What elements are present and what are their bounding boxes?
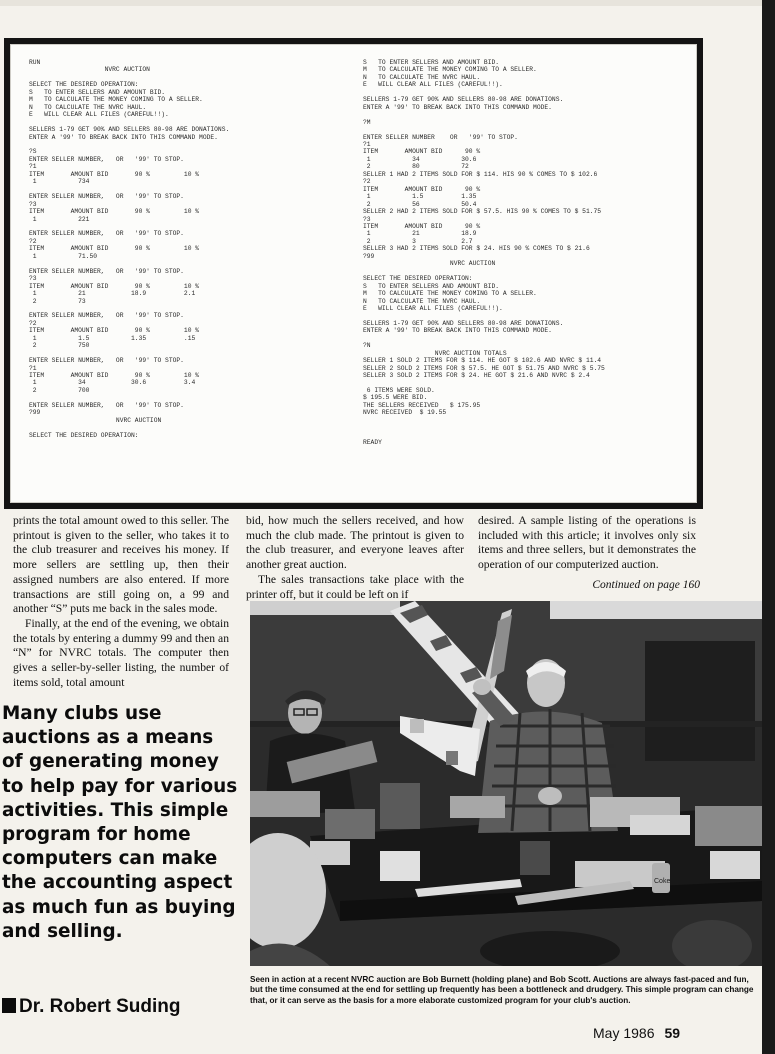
article-column-1 [13,514,229,690]
author-name: Dr. Robert Suding [19,996,181,1017]
article-paragraph: desired. A sample listing of the operations is included with this article; it involves only six items and three sellers, but it demonstrates the operation of our computerized auction. [478,514,696,572]
auction-photo [250,601,762,966]
byline-square-icon [2,998,16,1013]
listing-left-column: RUN NVRC AUCTION SELECT THE DESIRED OPERATION: S TO ENTER SELLERS AND AMOUNT BID. M TO CALCULATE THE MONEY COMING TO A SELLER. N TO CALCULATE THE NVRC HAUL. E WILL CLEAR ALL FILES (CAREFUL!!). SELLERS 1-79 GET 90% AND SELLERS 80-98 ARE DONATIONS. ENTER A '99' TO BREAK BACK INTO THIS COMMAND MODE. ?S ENTER SELLER NUMBER, OR '99' TO STOP. ?1 ITEM AMOUNT BID 90 % 10 % 1 734 ENTER SELLER NUMBER, OR '99' TO STOP. ?3 ITEM AMOUNT BID 90 % 10 % 1 221 ENTER SELLER NUMBER, OR '99' TO STOP. ?2 ITEM AMOUNT BID 90 % 10 % 1 71.50 ENTER SELLER NUMBER, OR '99' TO STOP. ?3 ITEM AMOUNT BID 90 % 10 % 1 21 18.9 2.1 2 73 ENTER SELLER NUMBER, OR '99' TO STOP. ?2 ITEM AMOUNT BID 90 % 10 % 1 1.5 1.35 .15 2 750 ENTER SELLER NUMBER, OR '99' TO STOP. ?1 ITEM AMOUNT BID 90 % 10 % 1 34 30.6 3.4 2 700 ENTER SELLER NUMBER, OR '99' TO STOP. ?99 NVRC AUCTION SELECT THE DESIRED OPERATION: [29,59,230,439]
coke-can-label: Coke [654,878,671,885]
auction-photo-illustration [250,601,762,966]
page-number: 59 [664,1025,681,1041]
continued-on-page-note: Continued on page 160 [592,579,700,591]
program-listing-printout [10,44,697,503]
page-folio [593,1025,680,1041]
pull-quote: Many clubs use auctions as a means of generating money to help pay for various activities. This simple program for home computers can make the accounting aspect as much fun as buying and selling. [2,703,238,942]
page-top-edge [0,0,762,6]
photo-caption: Seen in action at a recent NVRC auction are Bob Burnett (holding plane) and Bob Scott. Auctions are always fast-paced and fun, but the time consumed at the end for settling up frequently has been a bottleneck and drudgery. This simple program can change that, or it can serve as the basis for a more elaborate customized program for your club's auction. [250,975,754,1005]
article-paragraph: bid, how much the sellers received, and how much the club made. The printout is given to the club treasurer, and everyone leaves after another great auction. [246,514,464,572]
listing-right-column: S TO ENTER SELLERS AND AMOUNT BID. M TO CALCULATE THE MONEY COMING TO A SELLER. N TO CALCULATE THE NVRC HAUL. E WILL CLEAR ALL FILES (CAREFUL!!). SELLERS 1-79 GET 90% AND SELLERS 80-98 ARE DONATIONS. ENTER A '99' TO BREAK BACK INTO THIS COMMAND MODE. ?M ENTER SELLER NUMBER OR '99' TO STOP. ?1 ITEM AMOUNT BID 90 % 1 34 30.6 2 80 72 SELLER 1 HAD 2 ITEMS SOLD FOR $ 114. HIS 90 % COMES TO $ 102.6 ?2 ITEM AMOUNT BID 90 % 1 1.5 1.35 2 56 50.4 SELLER 2 HAD 2 ITEMS SOLD FOR $ 57.5. HIS 90 % COMES TO $ 51.75 ?3 ITEM AMOUNT BID 90 % 1 21 18.9 2 3 2.7 SELLER 3 HAD 2 ITEMS SOLD FOR $ 24. HIS 90 % COMES TO $ 21.6 ?99 NVRC AUCTION SELECT THE DESIRED OPERATION: S TO ENTER SELLERS AND AMOUNT BID. M TO CALCULATE THE MONEY COMING TO A SELLER. N TO CALCULATE THE NVRC HAUL. E WILL CLEAR ALL FILES (CAREFUL!!). SELLERS 1-79 GET 90% AND SELLERS 80-98 ARE DONATIONS. ENTER A '99' TO BREAK BACK INTO THIS COMMAND MODE. ?N NVRC AUCTION TOTALS SELLER 1 SOLD 2 ITEMS FOR $ 114. HE GOT $ 102.6 AND NVRC $ 11.4 SELLER 2 SOLD 2 ITEMS FOR $ 57.5. HE GOT $ 51.75 AND NVRC $ 5.75 SELLER 3 SOLD 2 ITEMS FOR $ 24. HE GOT $ 21.6 AND NVRC $ 2.4 6 ITEMS WERE SOLD. $ 195.5 WERE BID. THE SELLERS RECEIVED $ 175.95 NVRC RECEIVED $ 19.55 READY [363,59,605,447]
article-paragraph: Finally, at the end of the evening, we obtain the totals by entering a dummy 99 and then an “N” for NVRC totals. The computer then gives a seller-by-seller listing, the number of items sold, total amount [13,616,229,689]
page-binding-edge [762,0,775,1054]
author-byline [2,996,238,1018]
article-paragraph: prints the total amount owed to this seller. The printout is given to the seller, who takes it to the club treasurer and receives his money. If more sellers are settling up, then their assigned numbers are also entered. If more transactions are still going on, a 99 and another “S” puts me back in the sales mode. [13,514,229,616]
article-paragraph: The sales transactions take place with the printer off, but it could be left on if [246,572,464,601]
article-column-3 [478,514,696,573]
issue-date: May 1986 [593,1025,655,1041]
article-column-2 [246,514,464,602]
